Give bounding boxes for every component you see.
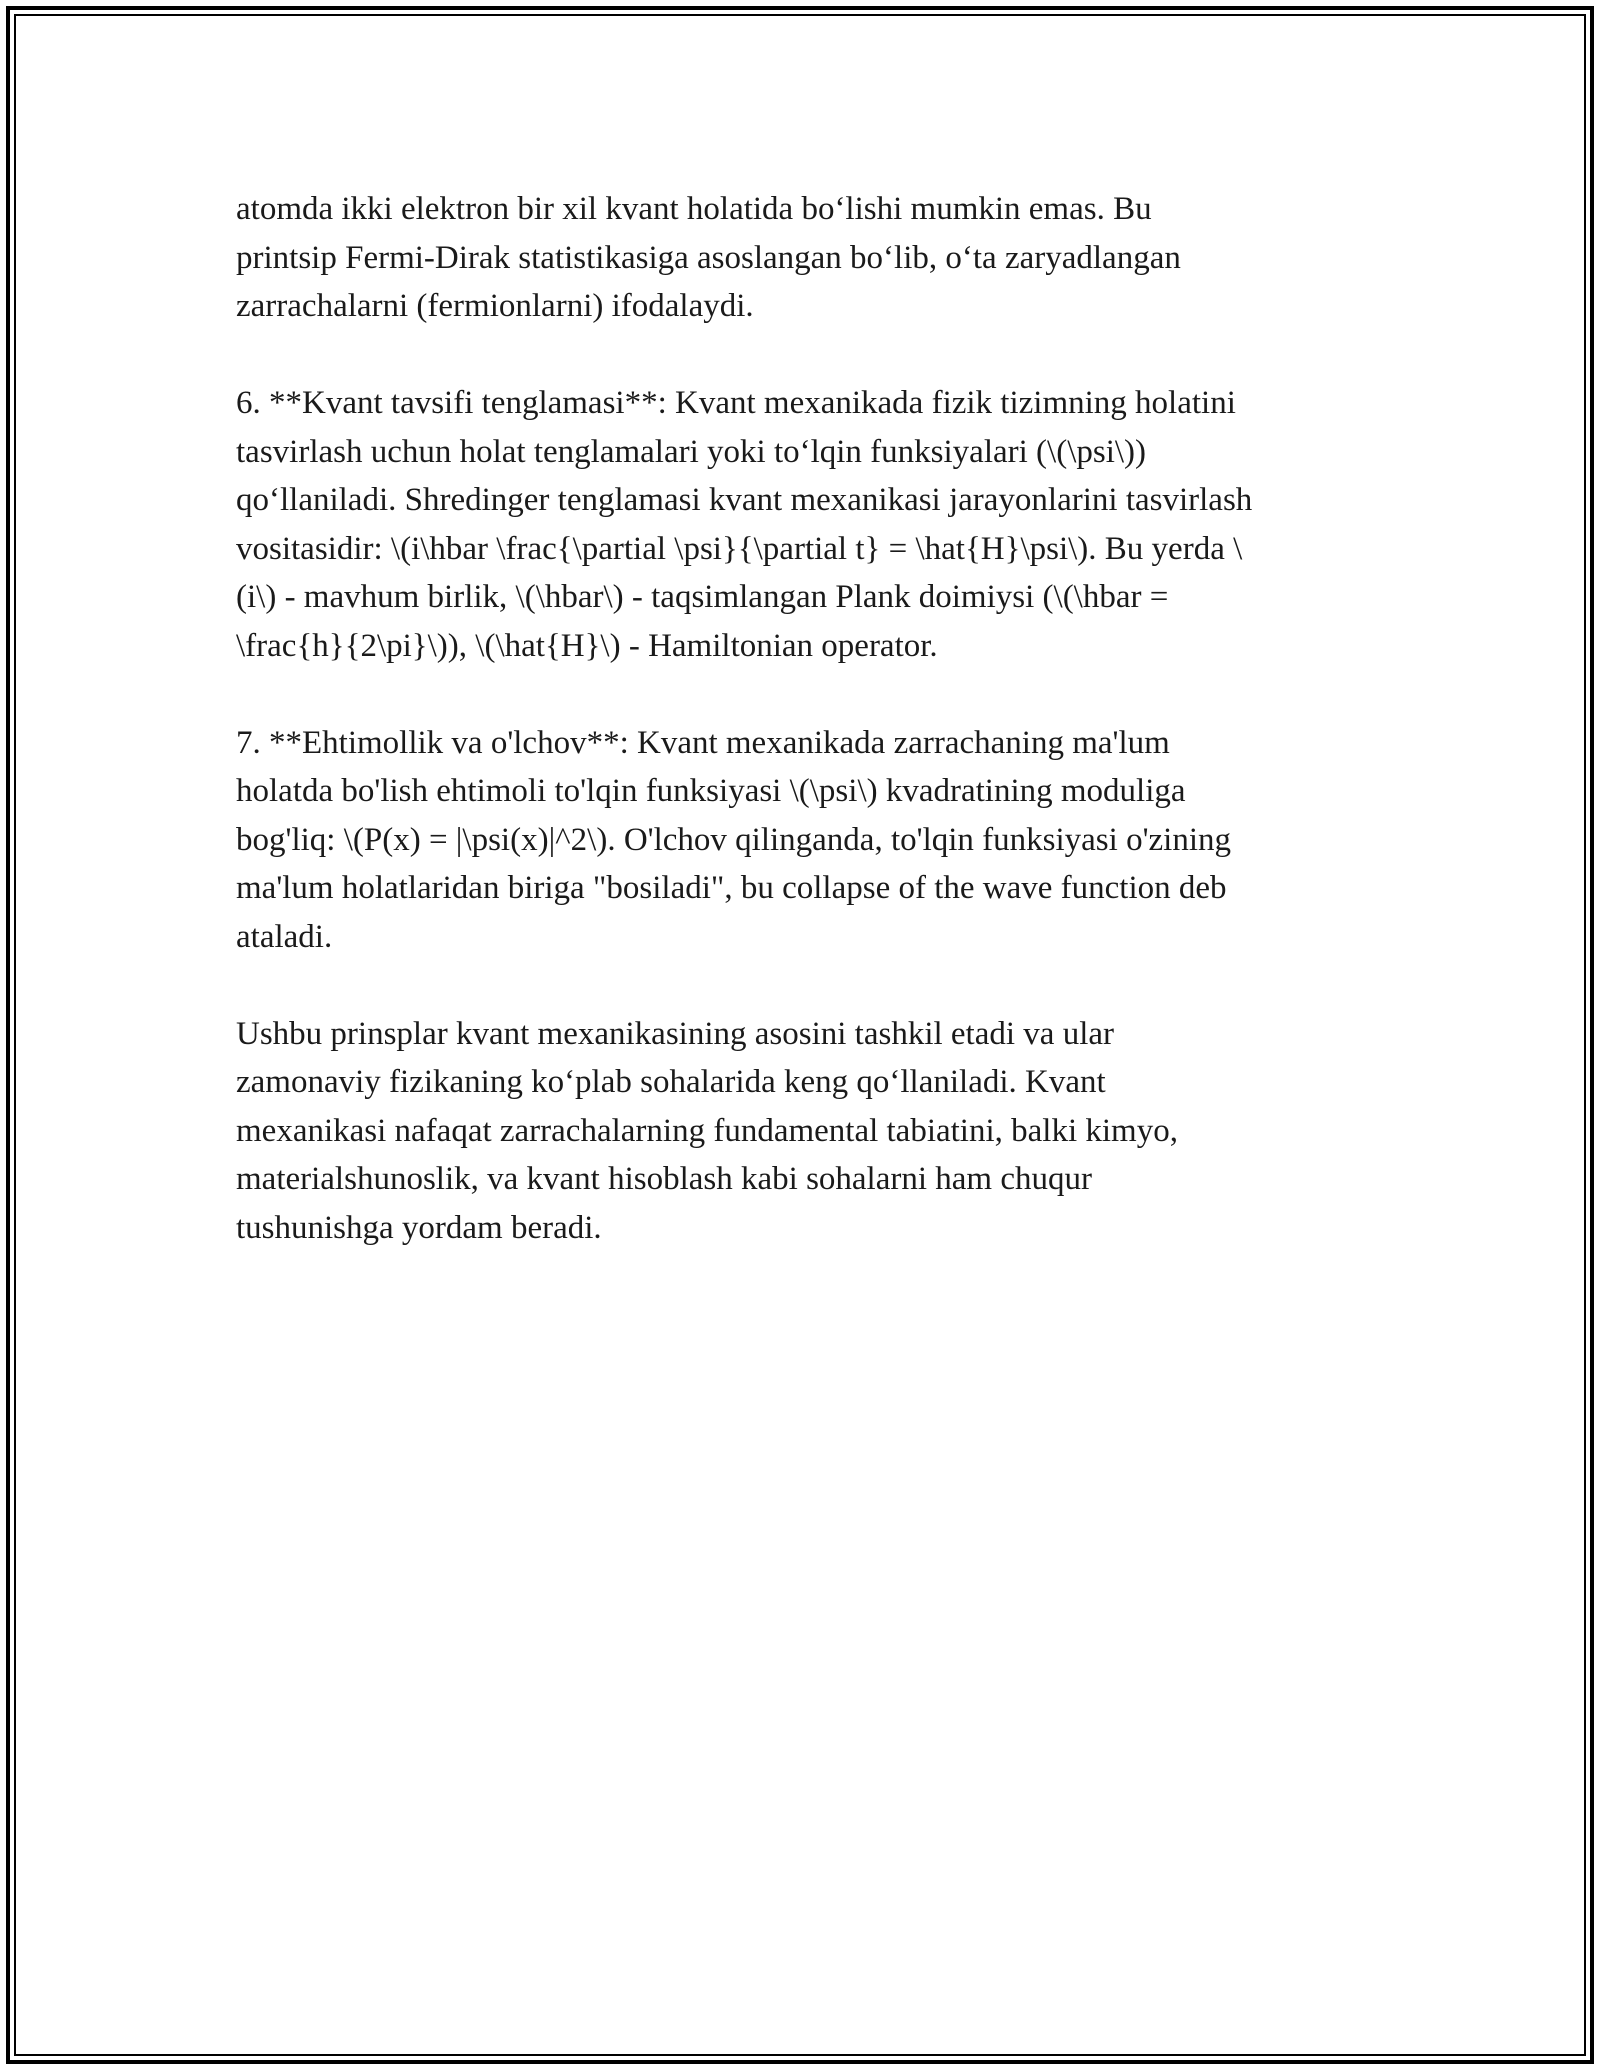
paragraph-item-7 bbox=[236, 719, 1376, 962]
text-line: ataladi. bbox=[236, 918, 333, 955]
text-line: tasvirlash uchun holat tenglamalari yoki to‘lqin funksiyalari (\(\psi\)) bbox=[236, 433, 1147, 470]
text-line: tushunishga yordam beradi. bbox=[236, 1209, 602, 1246]
text-line: printsip Fermi-Dirak statistikasiga asoslangan bo‘lib, o‘ta zaryadlangan bbox=[236, 239, 1181, 276]
text-line: atomda ikki elektron bir xil kvant holatida bo‘lishi mumkin emas. Bu bbox=[236, 191, 1152, 227]
text-line: (i\) - mavhum birlik, \(\hbar\) - taqsimlangan Plank doimiysi (\(\hbar = bbox=[236, 579, 1169, 615]
text-line: vositasidir: \(i\hbar \frac{\partial \psi}{\partial t} = \hat{H}\psi\). Bu yerda \ bbox=[236, 530, 1243, 567]
paragraph-item-6 bbox=[236, 379, 1376, 670]
text-line: zamonaviy fizikaning ko‘plab sohalarida keng qo‘llaniladi. Kvant bbox=[236, 1064, 1106, 1100]
text-line: ma'lum holatlaridan biriga "bosiladi", bu collapse of the wave function deb bbox=[236, 870, 1227, 906]
document-body bbox=[236, 185, 1376, 1301]
text-line: 7. **Ehtimollik va o'lchov**: Kvant mexanikada zarrachaning ma'lum bbox=[236, 724, 1170, 761]
text-line: qo‘llaniladi. Shredinger tenglamasi kvant mexanikasi jarayonlarini tasvirlash bbox=[236, 482, 1253, 518]
text-line: \frac{h}{2\pi}\)), \(\hat{H}\) - Hamiltonian operator. bbox=[236, 627, 938, 664]
paragraph-conclusion bbox=[236, 1010, 1376, 1253]
text-line: mexanikasi nafaqat zarrachalarning fundamental tabiatini, balki kimyo, bbox=[236, 1112, 1178, 1149]
text-line: Ushbu prinsplar kvant mexanikasining asosini tashkil etadi va ular bbox=[236, 1015, 1114, 1052]
text-line: zarrachalarni (fermionlarni) ifodalaydi. bbox=[236, 288, 754, 324]
paragraph-pauli-continuation bbox=[236, 185, 1376, 331]
text-line: materialshunoslik, va kvant hisoblash kabi sohalarni ham chuqur bbox=[236, 1161, 1092, 1197]
text-line: 6. **Kvant tavsifi tenglamasi**: Kvant mexanikada fizik tizimning holatini bbox=[236, 385, 1236, 421]
text-line: bog'liq: \(P(x) = |\psi(x)|^2\). O'lchov qilinganda, to'lqin funksiyasi o'zining bbox=[236, 821, 1231, 858]
text-line: holatda bo'lish ehtimoli to'lqin funksiyasi \(\psi\) kvadratining moduliga bbox=[236, 773, 1186, 809]
